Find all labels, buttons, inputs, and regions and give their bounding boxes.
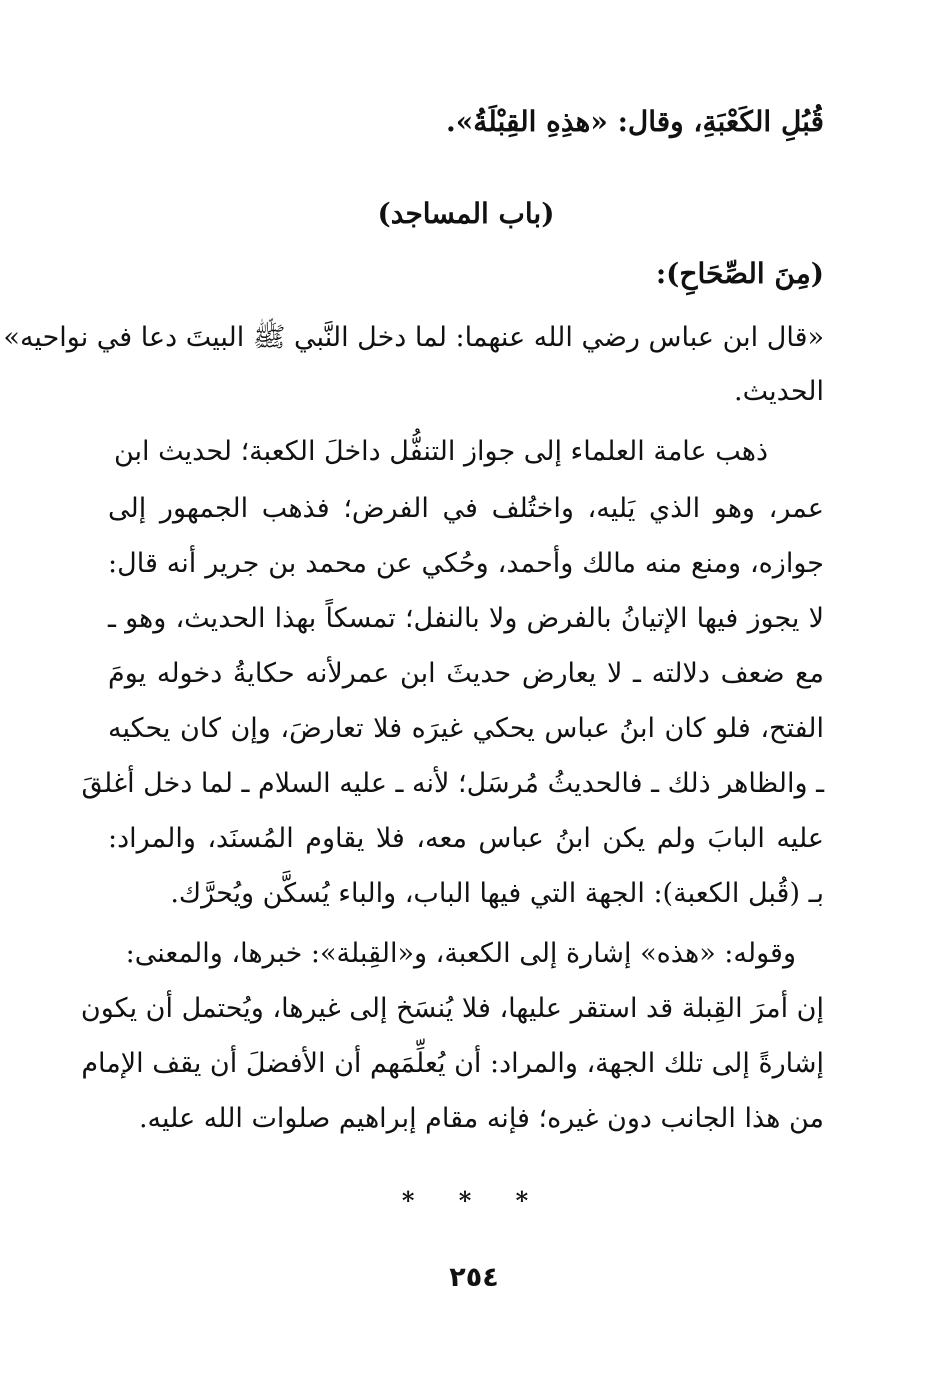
paragraph1-line-9: بـ (قُبل الكعبة): الجهة التي فيها الباب، والباء يُسكَّن ويُحرَّك. — [170, 878, 824, 909]
page-number: ٢٥٤ — [449, 1262, 499, 1293]
paragraph1-line-8: عليه البابَ ولم يكن ابنُ عباس معه، فلا يقاوم المُسنَد، والمراد: — [108, 823, 824, 854]
paragraph1-line-4: لا يجوز فيها الإتيانُ بالفرض ولا بالنفل؛ تمسكاً بهذا الحديث، وهو ـ — [108, 603, 824, 634]
paragraph2-line-2: إن أمرَ القِبلة قد استقر عليها، فلا يُنسَخ إلى غيرها، ويُحتمل أن يكون — [80, 993, 824, 1024]
header-line: قُبُلِ الكَعْبَةِ، وقال: «هذِهِ القِبْلَةُ». — [445, 105, 824, 138]
section-divider-ornament: * * * — [401, 1186, 547, 1215]
paragraph2-line-3: إشارةً إلى تلك الجهة، والمراد: أن يُعلِّمَهم أن الأفضلَ أن يقف الإمام — [81, 1048, 824, 1079]
paragraph1-line-3: جوازه، ومنع منه مالك وأحمد، وحُكي عن محمد بن جرير أنه قال: — [108, 548, 824, 579]
section-title: (باب المساجد) — [377, 197, 555, 230]
paragraph2-line-1: وقوله: «هذه» إشارة إلى الكعبة، و«القِبلة»: خبرها، والمعنى: — [125, 938, 796, 969]
subsection-title: (مِنَ الصِّحَاحِ): — [655, 257, 824, 290]
paragraph1-line-5: مع ضعف دلالته ـ لا يعارض حديثَ ابن عمرلأنه حكايةُ دخوله يومَ — [108, 658, 824, 689]
paragraph1-line-7: ـ والظاهر ذلك ـ فالحديثُ مُرسَل؛ لأنه ـ عليه السلام ـ لما دخل أغلقَ — [81, 768, 824, 799]
hadith-line-1: «قال ابن عباس رضي الله عنهما: لما دخل النَّبي ﷺ البيتَ دعا في نواحيه» — [3, 322, 824, 353]
paragraph1-line-2: عمر، وهو الذي يَليه، واختُلف في الفرض؛ فذهب الجمهور إلى — [108, 493, 824, 524]
paragraph2-line-4: من هذا الجانب دون غيره؛ فإنه مقام إبراهيم صلوات الله عليه. — [138, 1103, 824, 1134]
hadith-line-2: الحديث. — [734, 376, 824, 407]
paragraph1-line-6: الفتح، فلو كان ابنُ عباس يحكي غيرَه فلا تعارضَ، وإن كان يحكيه — [108, 713, 824, 744]
paragraph1-line-1: ذهب عامة العلماء إلى جواز التنفُّل داخلَ الكعبة؛ لحديث ابن — [113, 436, 768, 467]
